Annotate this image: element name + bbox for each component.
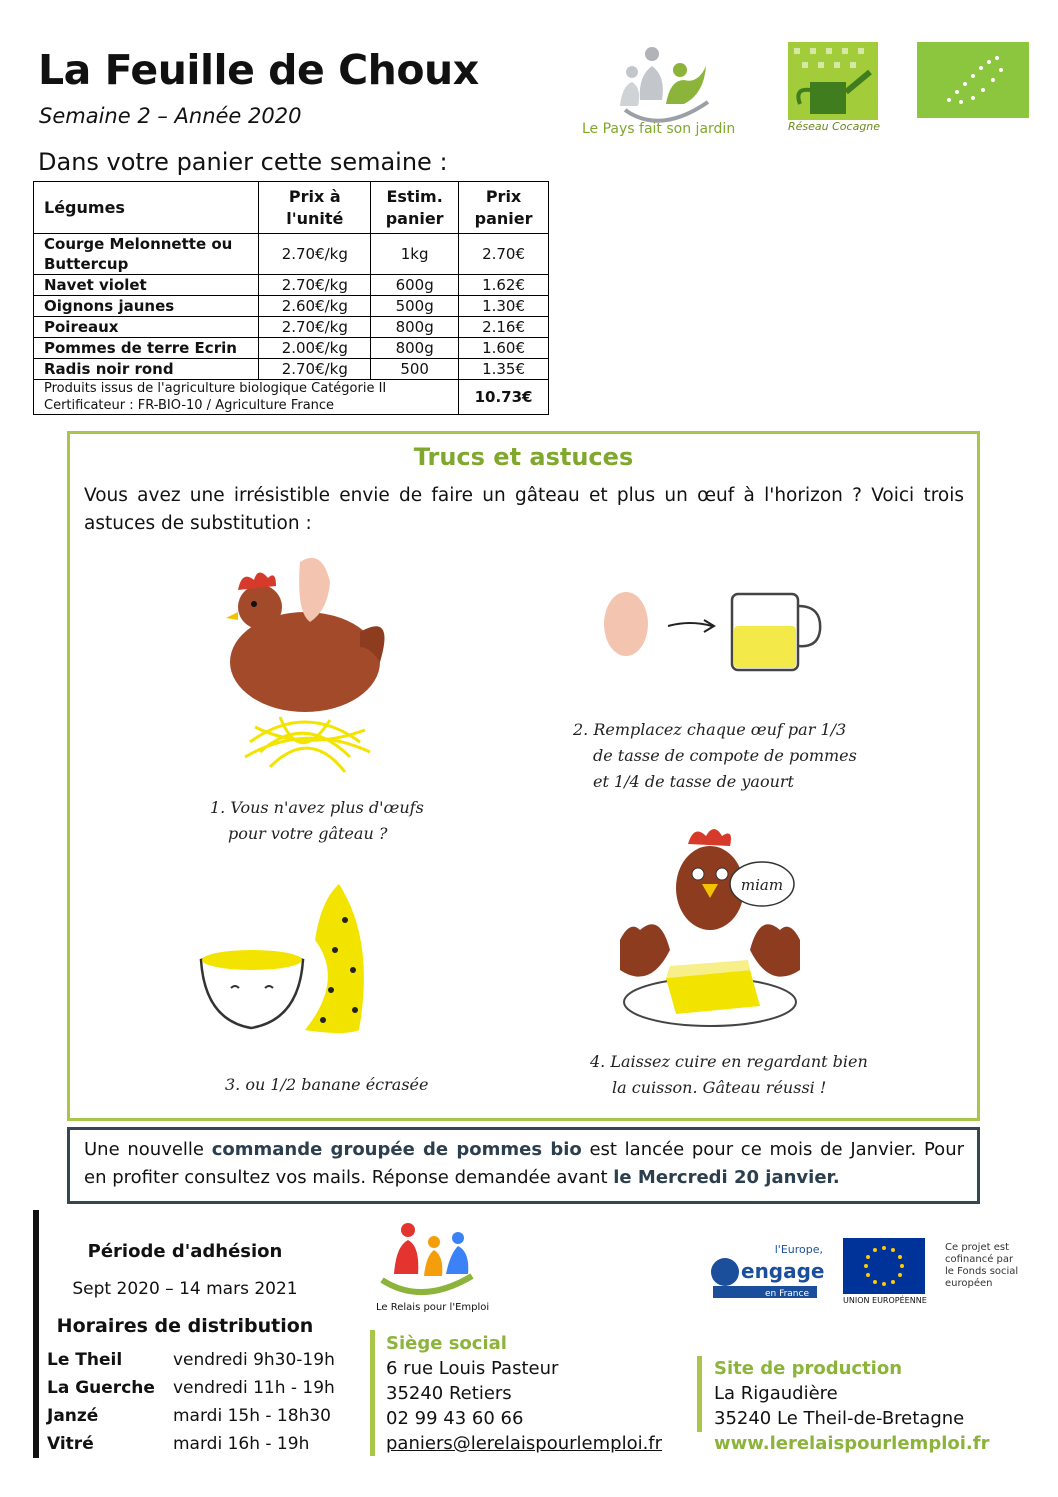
siege-email-link[interactable]: paniers@lerelaispourlemploi.fr xyxy=(386,1433,663,1454)
siege-address-1: 6 rue Louis Pasteur xyxy=(386,1358,559,1379)
basket-price: 2.70€ xyxy=(459,234,549,275)
siege-title: Siège social xyxy=(386,1333,507,1354)
table-row xyxy=(34,359,549,380)
certification-line-1: Produits issus de l'agriculture biologique Catégorie II xyxy=(44,381,387,396)
production-address-1: La Rigaudière xyxy=(714,1383,838,1404)
unit-price: 2.00€/kg xyxy=(259,338,371,359)
schedule-place: La Guerche xyxy=(47,1378,155,1398)
page-subtitle: Semaine 2 – Année 2020 xyxy=(39,104,302,128)
schedule-place: Le Theil xyxy=(47,1350,123,1370)
relais-logo-label: Le Relais pour l'Emploi xyxy=(376,1302,490,1313)
relais-pour-emploi-logo xyxy=(372,1220,482,1300)
schedule-place: Vitré xyxy=(47,1434,94,1454)
schedule-time: vendredi 11h - 19h xyxy=(173,1378,335,1398)
cocagne-logo-label: Réseau Cocagne xyxy=(788,120,881,133)
production-title: Site de production xyxy=(714,1358,903,1379)
tip-caption-2 xyxy=(573,717,857,795)
tip-caption-2-line-2: de tasse de compote de pommes xyxy=(593,746,857,765)
production-address-2: 35240 Le Theil-de-Bretagne xyxy=(714,1408,965,1429)
eu-cofinance-note: Ce projet est cofinancé par le Fonds social européen xyxy=(945,1242,1019,1289)
hen-cake-illustration xyxy=(610,820,810,1035)
notice-part-2: est lancée pour ce mois de Janvier. Pour en profiter consultez vos mails. Réponse demandée avant xyxy=(84,1139,965,1188)
production-divider xyxy=(697,1356,702,1432)
website-link[interactable]: www.lerelaispourlemploi.fr xyxy=(714,1433,990,1454)
schedule-time: vendredi 9h30-19h xyxy=(173,1350,335,1370)
bowl-banana-illustration xyxy=(195,880,385,1040)
tip-caption-1 xyxy=(210,795,424,847)
certification-note xyxy=(34,380,459,415)
unit-price: 2.70€/kg xyxy=(259,234,371,275)
estimate: 500g xyxy=(371,296,459,317)
certification-line-2: Certificateur : FR-BIO-10 / Agriculture France xyxy=(44,398,335,413)
table-footer-row xyxy=(34,380,549,415)
eu-organic-leaf-logo xyxy=(917,42,1029,118)
vegetable-name: Oignons jaunes xyxy=(34,296,259,317)
adhesion-title: Période d'adhésion xyxy=(87,1241,283,1262)
tip-caption-4-line-1: 4. Laissez cuire en regardant bien xyxy=(590,1052,868,1071)
tip-caption-3: 3. ou 1/2 banane écrasée xyxy=(225,1075,429,1094)
unit-price: 2.70€/kg xyxy=(259,275,371,296)
eu-flag-label: UNION EUROPÉENNE xyxy=(843,1296,927,1305)
notice-text xyxy=(84,1136,964,1192)
svg-text:en France: en France xyxy=(764,1289,809,1299)
siege-phone: 02 99 43 60 66 xyxy=(386,1408,524,1429)
tip-caption-1-line-1: 1. Vous n'avez plus d'œufs xyxy=(210,798,424,817)
notice-highlight-1: commande groupée de pommes bio xyxy=(211,1139,582,1160)
page-title: La Feuille de Choux xyxy=(38,46,479,94)
speech-bubble-text: miam xyxy=(740,876,784,894)
tip-caption-4 xyxy=(590,1049,868,1101)
basket-price: 1.60€ xyxy=(459,338,549,359)
estimate: 500 xyxy=(371,359,459,380)
estimate: 1kg xyxy=(371,234,459,275)
col-header-estimate: Estim. panier xyxy=(371,182,459,234)
europe-engage-logo xyxy=(705,1240,827,1302)
estimate: 800g xyxy=(371,338,459,359)
tip-caption-4-line-2: la cuisson. Gâteau réussi ! xyxy=(612,1078,827,1097)
estimate: 600g xyxy=(371,275,459,296)
col-header-vegetables: Légumes xyxy=(34,182,259,234)
table-row xyxy=(34,275,549,296)
siege-divider xyxy=(370,1330,375,1456)
horaires-title: Horaires de distribution xyxy=(56,1315,314,1337)
tip-caption-2-line-1: 2. Remplacez chaque œuf par 1/3 xyxy=(573,720,847,739)
unit-price: 2.60€/kg xyxy=(259,296,371,317)
vegetable-name: Poireaux xyxy=(34,317,259,338)
col-header-unit-price: Prix à l'unité xyxy=(259,182,371,234)
tips-intro: Vous avez une irrésistible envie de faire un gâteau et plus un œuf à l'horizon ? Voici trois astuces de substitution : xyxy=(84,485,964,534)
col-header-basket-price: Prix panier xyxy=(459,182,549,234)
table-row xyxy=(34,296,549,317)
basket-price: 1.30€ xyxy=(459,296,549,317)
vegetable-name: Navet violet xyxy=(34,275,259,296)
table-header-row xyxy=(34,182,549,234)
schedule-time: mardi 16h - 19h xyxy=(173,1434,310,1454)
estimate: 800g xyxy=(371,317,459,338)
table-row xyxy=(34,317,549,338)
hen-illustration xyxy=(210,552,410,792)
unit-price: 2.70€/kg xyxy=(259,317,371,338)
schedule-time: mardi 15h - 18h30 xyxy=(173,1406,331,1426)
footer-divider xyxy=(33,1210,39,1458)
siege-address-2: 35240 Retiers xyxy=(386,1383,512,1404)
unit-price: 2.70€/kg xyxy=(259,359,371,380)
vegetable-price-table xyxy=(33,181,549,415)
svg-text:engage: engage xyxy=(741,1259,825,1283)
table-row xyxy=(34,234,549,275)
tips-title: Trucs et astuces xyxy=(413,443,634,471)
pays-logo-label: Le Pays fait son jardin xyxy=(582,121,736,137)
adhesion-dates: Sept 2020 – 14 mars 2021 xyxy=(72,1279,298,1299)
basket-heading: Dans votre panier cette semaine : xyxy=(38,148,448,176)
vegetable-name: Courge Melonnette ou Buttercup xyxy=(34,234,259,275)
basket-price: 2.16€ xyxy=(459,317,549,338)
notice-highlight-2: le Mercredi 20 janvier. xyxy=(613,1167,840,1188)
tip-caption-1-line-2: pour votre gâteau ? xyxy=(228,824,388,843)
egg-to-jug-illustration xyxy=(600,580,830,680)
notice-part-1: Une nouvelle xyxy=(84,1139,212,1160)
tip-caption-2-line-3: et 1/4 de tasse de yaourt xyxy=(593,772,794,791)
table-row xyxy=(34,338,549,359)
svg-text:l'Europe,: l'Europe, xyxy=(774,1243,823,1256)
schedule-place: Janzé xyxy=(47,1406,99,1426)
basket-price: 1.35€ xyxy=(459,359,549,380)
vegetable-name: Radis noir rond xyxy=(34,359,259,380)
vegetable-name: Pommes de terre Ecrin xyxy=(34,338,259,359)
eu-flag-icon xyxy=(843,1238,925,1294)
basket-total: 10.73€ xyxy=(459,380,549,415)
basket-price: 1.62€ xyxy=(459,275,549,296)
